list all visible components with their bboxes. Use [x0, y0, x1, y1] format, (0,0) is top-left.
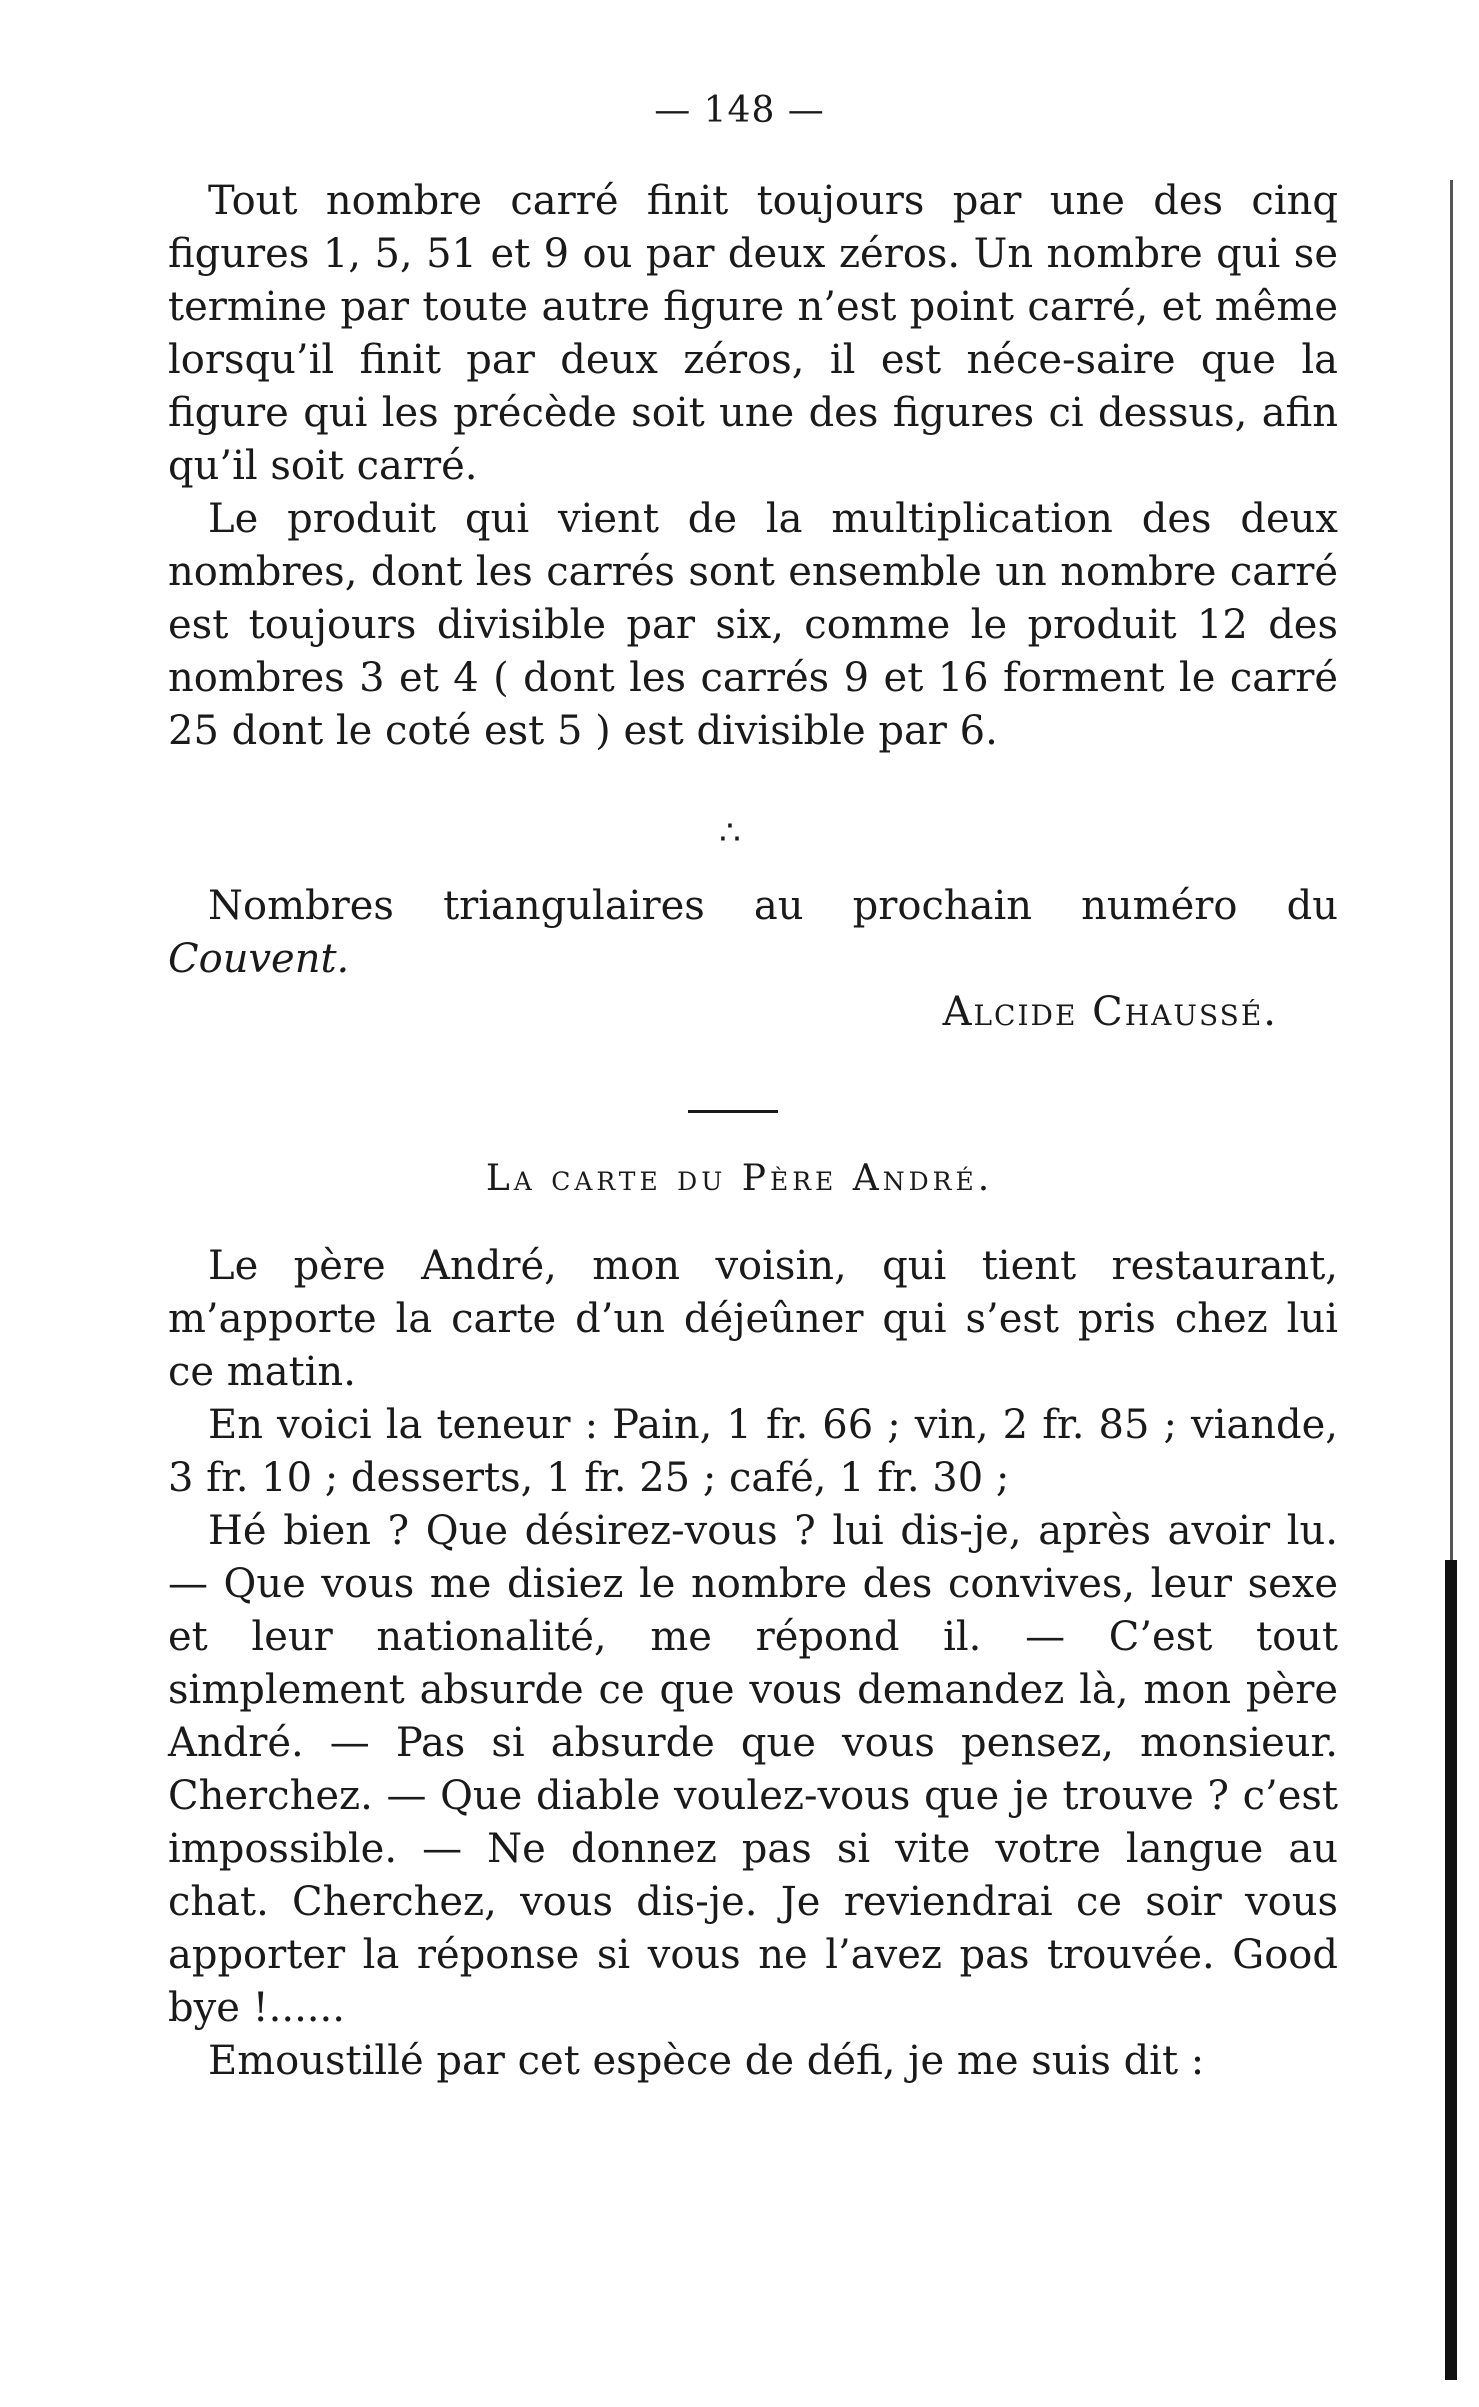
announcement-journal: Couvent. — [168, 936, 350, 982]
divider-rule — [688, 1110, 778, 1113]
announcement-block — [168, 880, 1338, 1039]
top-text — [168, 175, 1338, 758]
paragraph-intro: Le père André, mon voisin, qui tient restaurant, m’apporte la carte d’un déjeûner qui s’est pris chez lui ce matin. — [168, 1243, 1338, 1395]
paragraph-square-numbers: Tout nombre carré finit toujours par une des cinq figures 1, 5, 51 et 9 ou par deux zéros. Un nombre qui se termine par toute autre figure n’est point carré, et même lorsqu’il finit par deux zéros, il est néce-saire que la figure qui les précède soit une des figures ci dessus, afin qu’il soit carré. — [168, 178, 1338, 489]
section-title: La carte du Père André. — [485, 1158, 994, 1199]
paragraph-closing: Emoustillé par cet espèce de défi, je me suis dit : — [208, 2038, 1205, 2084]
page-edge-shadow — [1450, 180, 1453, 1560]
asterism: ∴ — [719, 813, 741, 853]
signature: Alcide Chaussé. — [942, 989, 1278, 1035]
announcement-text: Nombres triangulaires au prochain numéro du — [208, 883, 1338, 929]
page-edge-dark — [1445, 1560, 1457, 2380]
paragraph-product: Le produit qui vient de la multiplication des deux nombres, dont les carrés sont ensemble un nombre carré est toujours divisible par six, comme le produit 12 des nombres 3 et 4 ( dont les carrés 9 et 16 forment le carré 25 dont le coté est 5 ) est divisible par 6. — [168, 496, 1338, 754]
announcement — [168, 880, 1338, 986]
bottom-text — [168, 1240, 1338, 2088]
paragraph-dialogue: Hé bien ? Que désirez-vous ? lui dis-je, après avoir lu. — Que vous me disiez le nombre des convives, leur sexe et leur nationalité, me répond il. — C’est tout simplement absurde ce que vous demandez là, mon père André. — Pas si absurde que vous pensez, monsieur. Cherchez. — Que diable voulez-vous que je trouve ? c’est impossible. — Ne donnez pas si vite votre langue au chat. Cherchez, vous dis-je. Je reviendrai ce soir vous apporter la réponse si vous ne l’avez pas trouvée. Good bye !...... — [168, 1508, 1338, 2031]
page-number: — 148 — — [654, 90, 825, 131]
paragraph-bill: En voici la teneur : Pain, 1 fr. 66 ; vin, 2 fr. 85 ; viande, 3 fr. 10 ; desserts, 1 fr. 25 ; café, 1 fr. 30 ; — [168, 1402, 1338, 1501]
